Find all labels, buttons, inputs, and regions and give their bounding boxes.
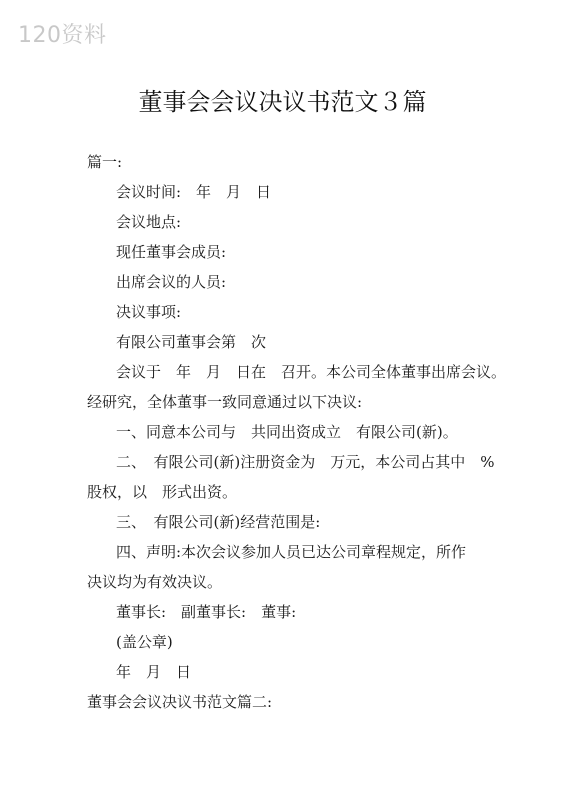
date-line: 年 月 日	[116, 663, 192, 681]
page-title: 董事会会议决议书范文３篇	[138, 88, 427, 116]
paragraph-line: 经研究，全体董事一致同意通过以下决议:	[87, 393, 363, 411]
paragraph-line: 会议于 年 月 日在 召开。本公司全体董事出席会议。	[116, 363, 507, 381]
resolution-four-line: 四、声明:本次会议参加人员已达公司章程规定，所作	[116, 543, 467, 561]
watermark-logo: 120资料	[18, 23, 107, 48]
meeting-time-line: 会议时间: 年 月 日	[116, 183, 272, 201]
session-line: 有限公司董事会第 次	[116, 333, 267, 351]
board-members-line: 现任董事会成员:	[116, 243, 227, 261]
resolution-one-line: 一、同意本公司与 共同出资成立 有限公司(新)。	[116, 423, 458, 441]
paragraph-line: 决议均为有效决议。	[87, 573, 223, 591]
section-label: 篇一:	[87, 153, 123, 171]
paragraph-line: 股权，以 形式出资。	[87, 483, 238, 501]
meeting-place-line: 会议地点:	[116, 213, 182, 231]
resolution-items-line: 决议事项:	[116, 303, 182, 321]
signature-line: 董事长: 副董事长: 董事:	[116, 603, 297, 621]
attendees-line: 出席会议的人员:	[116, 273, 227, 291]
seal-line: (盖公章)	[116, 633, 173, 651]
resolution-three-line: 三、 有限公司(新)经营范围是:	[116, 513, 321, 531]
next-section-heading: 董事会会议决议书范文篇二:	[87, 693, 273, 711]
resolution-two-line: 二、 有限公司(新)注册资金为 万元，本公司占其中 %	[116, 453, 495, 471]
